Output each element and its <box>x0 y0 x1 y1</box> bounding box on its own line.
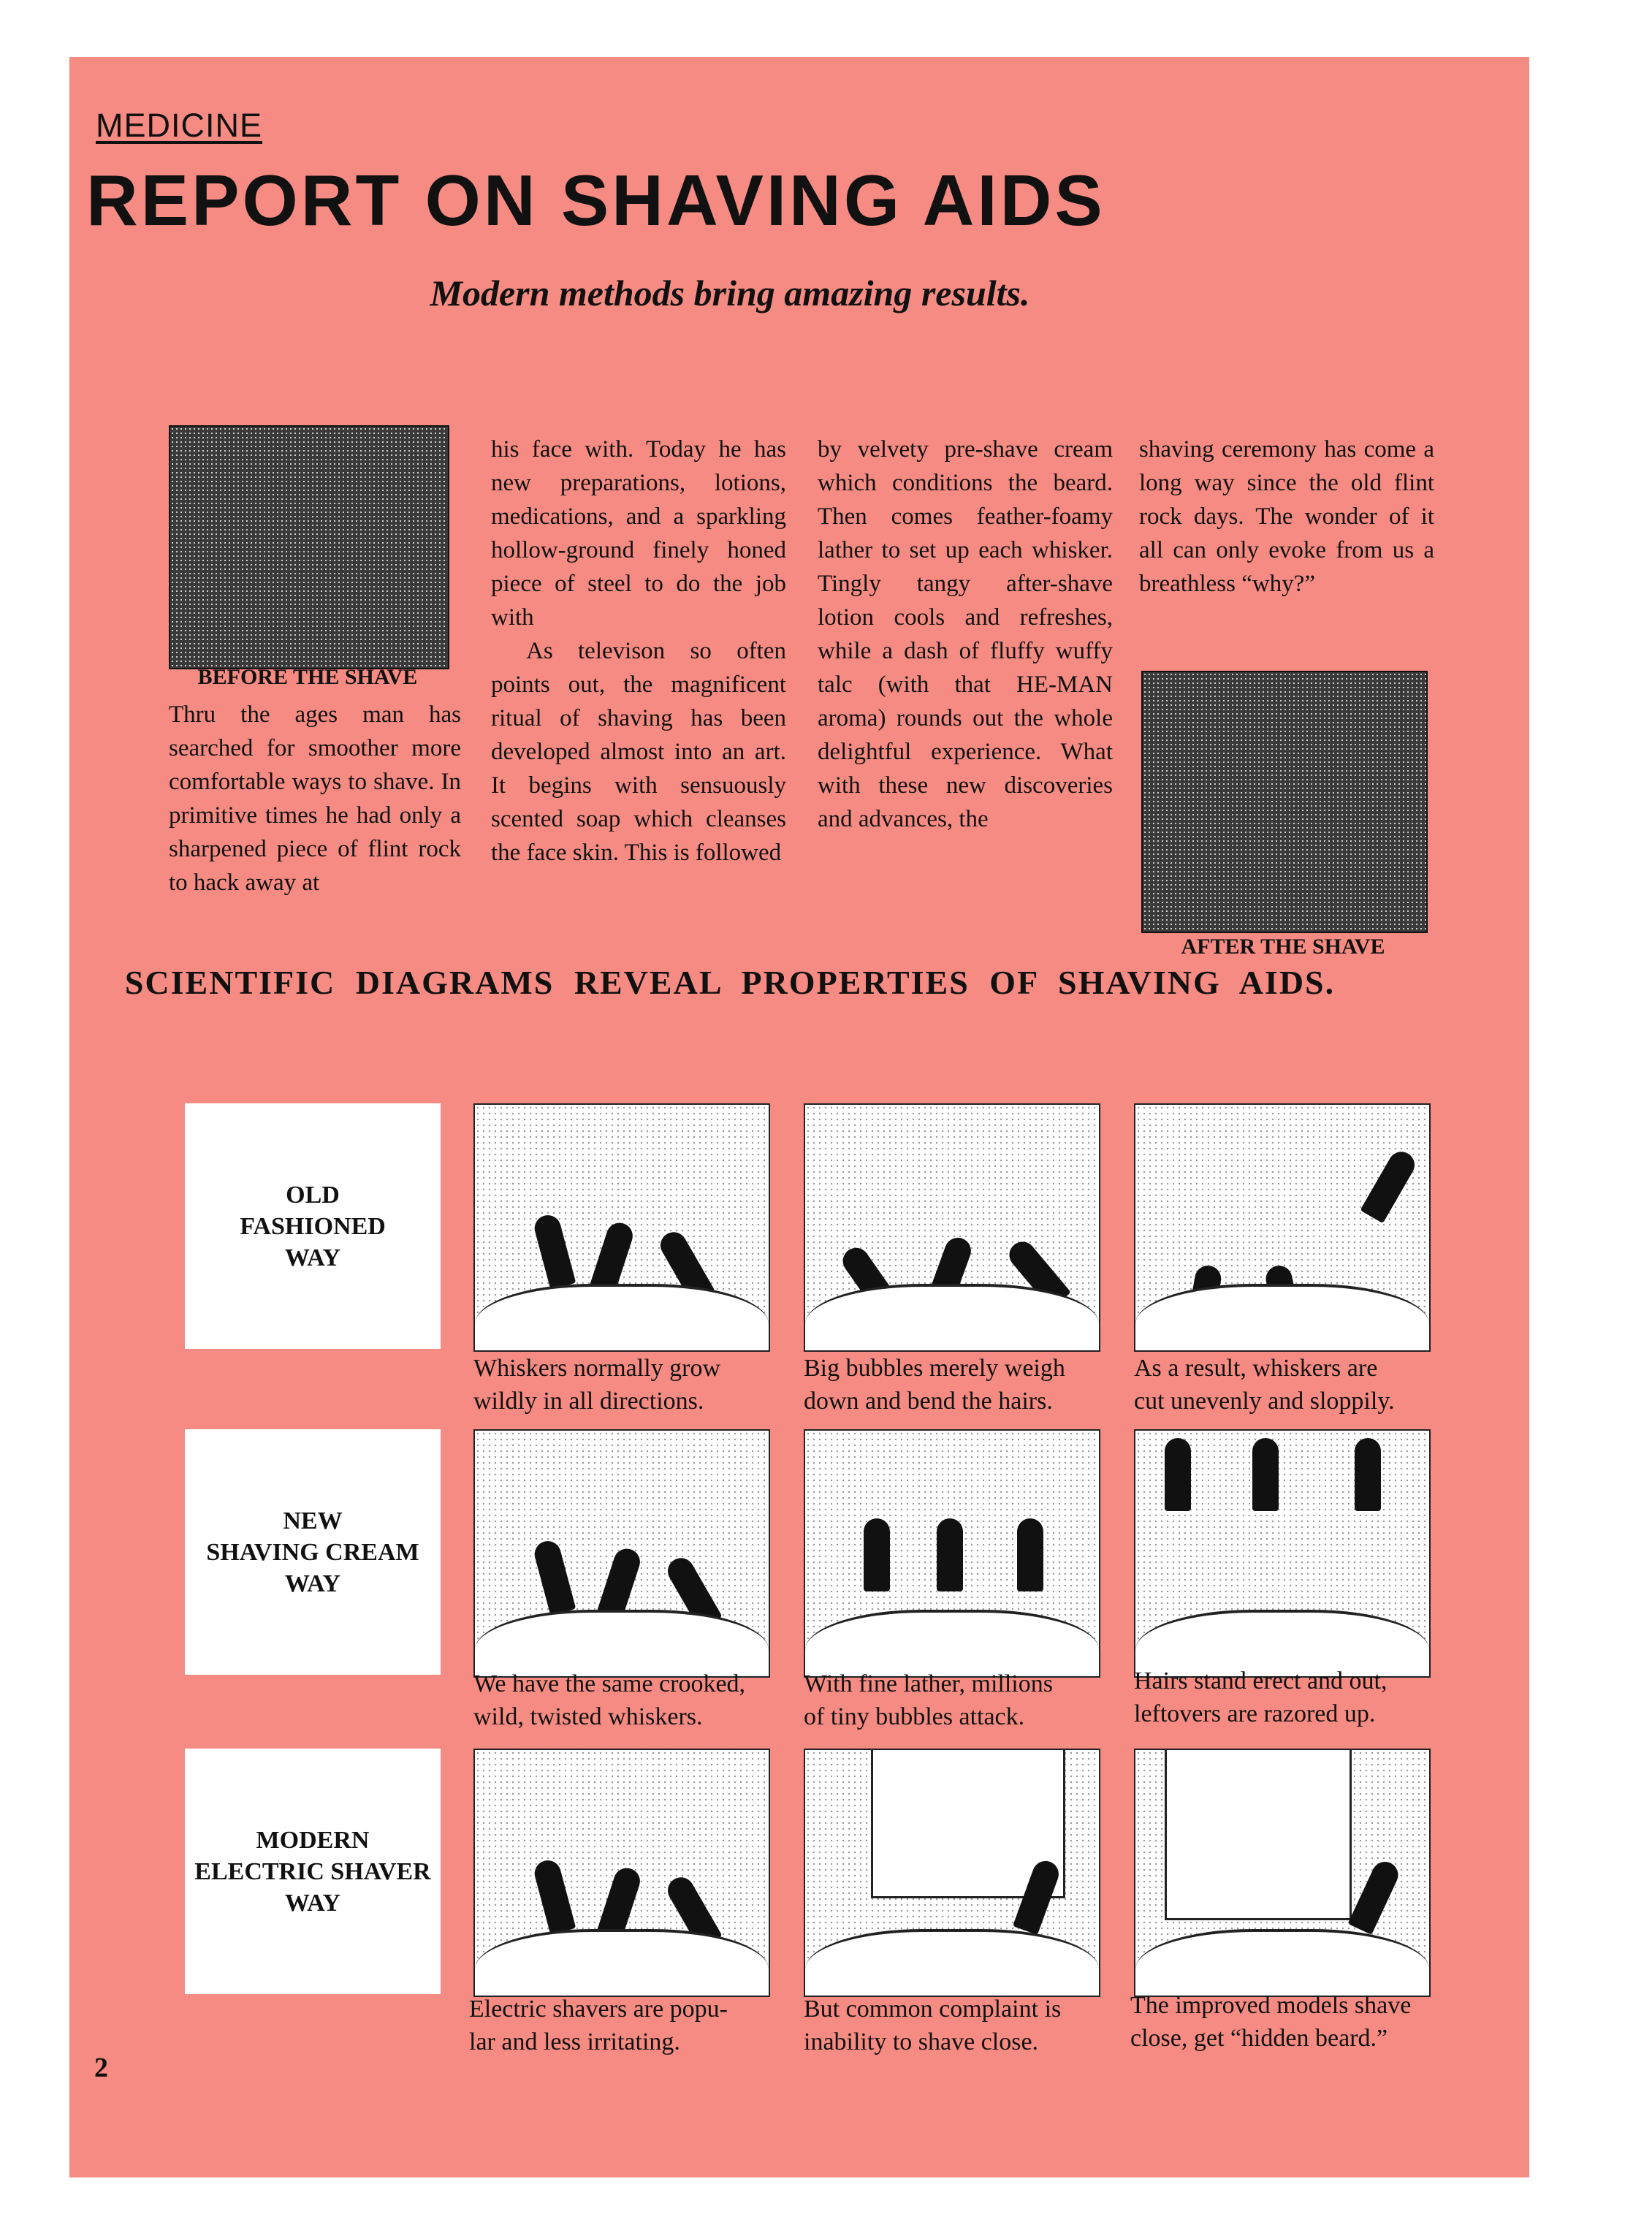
diagram-caption <box>469 1993 767 2058</box>
row-label-line: FASHIONED <box>240 1212 386 1240</box>
diagram-caption <box>473 1667 767 1733</box>
whisker <box>532 1857 576 1935</box>
article-column-3 <box>818 433 1113 836</box>
skin-line <box>475 1610 769 1676</box>
caption-line: of tiny bubbles attack. <box>804 1703 1025 1730</box>
diagram-electric-2 <box>804 1749 1100 1997</box>
article-column-4 <box>1139 433 1434 601</box>
article-column-2 <box>491 433 786 870</box>
diagrams-heading: SCIENTIFIC DIAGRAMS REVEAL PROPERTIES OF SHAVING AIDS. <box>124 964 1336 1001</box>
whisker <box>937 1518 963 1591</box>
caption-line: close, get “hidden beard.” <box>1130 2025 1388 2052</box>
caption-line: wildly in all directions. <box>473 1388 704 1415</box>
row-label-line: WAY <box>284 1244 341 1271</box>
diagram-caption <box>473 1352 767 1418</box>
article-column-1 <box>169 698 461 899</box>
caption-line: cut unevenly and sloppily. <box>1134 1388 1395 1415</box>
caption-line: Whiskers normally grow <box>473 1355 721 1382</box>
diagram-old-2 <box>804 1103 1100 1352</box>
whisker <box>1165 1438 1191 1511</box>
section-label: MEDICINE <box>96 107 263 144</box>
caption-line: inability to shave close. <box>804 2028 1039 2055</box>
skin-line <box>1135 1284 1429 1350</box>
subtitle: Modern methods bring amazing results. <box>430 273 1030 313</box>
caption-line: wild, twisted whiskers. <box>473 1703 703 1730</box>
whisker <box>864 1518 890 1591</box>
shaver-head <box>1165 1750 1352 1920</box>
row-label-line: WAY <box>284 1889 341 1917</box>
caption-line: Electric shavers are popu- <box>469 1996 728 2023</box>
row-label-line: SHAVING CREAM <box>206 1538 419 1566</box>
row-label-shaving-cream <box>185 1429 441 1675</box>
whisker <box>1348 1857 1403 1935</box>
skin-line <box>1135 1929 1429 1996</box>
diagram-caption <box>1134 1665 1428 1730</box>
row-label-line: ELECTRIC SHAVER <box>194 1857 431 1885</box>
caption-line: As a result, whiskers are <box>1134 1355 1378 1382</box>
skin-line <box>475 1929 769 1996</box>
caption-line: With fine lather, millions <box>804 1670 1053 1697</box>
row-label-electric-shaver <box>185 1749 441 1994</box>
caption-line: leftovers are razored up. <box>1134 1700 1376 1727</box>
caption-line: down and bend the hairs. <box>804 1388 1053 1415</box>
diagram-cream-1 <box>473 1429 770 1678</box>
diagram-old-1 <box>473 1103 770 1352</box>
whisker <box>1360 1147 1419 1224</box>
row-label-line: NEW <box>283 1507 343 1534</box>
article-text-col1: Thru the ages man has searched for smoother more comfortable ways to shave. In primitive times he had only a sharpened piece of flint rock to hack away at <box>169 701 461 896</box>
article-text-col4: shaving ceremony has come a long way since the old flint rock days. The wonder of it all can only evoke from us a breathless “why?” <box>1139 436 1434 597</box>
article-text-col3: by velvety pre-shave cream which conditions the beard. Then comes feather-foamy lather to set up each whisker. Tingly tangy after-shave lotion cools and refreshes, while a dash of fluffy wuffy talc (with that HE-MAN aroma) rounds out the whole delightful experience. What with these new discoveries and advances, the <box>818 436 1113 832</box>
skin-line <box>805 1929 1099 1996</box>
row-label-line: WAY <box>284 1570 341 1597</box>
article-text-col2b: As televison so often points out, the magnificent ritual of shaving has been developed almost into an art. It begins with sensuously scented soap which cleanses the face skin. This is followed <box>491 638 786 866</box>
diagram-caption <box>1134 1352 1428 1418</box>
diagram-caption <box>804 1993 1097 2058</box>
diagram-caption <box>1130 1989 1430 2055</box>
skin-line <box>805 1284 1099 1350</box>
whisker <box>1355 1438 1381 1511</box>
diagram-electric-3 <box>1134 1749 1431 1997</box>
diagram-old-3 <box>1134 1103 1431 1352</box>
skin-line <box>475 1284 769 1350</box>
whisker <box>1252 1438 1279 1511</box>
whisker <box>532 1538 576 1616</box>
diagram-cream-3 <box>1134 1429 1431 1678</box>
caption-line: We have the same crooked, <box>473 1670 746 1697</box>
page-number: 2 <box>94 2053 108 2083</box>
after-shave-caption: AFTER THE SHAVE <box>1181 935 1385 959</box>
diagram-electric-1 <box>473 1749 770 1997</box>
article-text-col2a: his face with. Today he has new preparations, lotions, medications, and a sparkling hollow-ground finely honed piece of steel to do the job with <box>491 436 786 631</box>
caption-line: But common complaint is <box>804 1996 1062 2023</box>
row-label-line: OLD <box>286 1181 340 1209</box>
whisker <box>532 1212 576 1290</box>
diagram-caption <box>804 1352 1097 1418</box>
whisker <box>1017 1518 1043 1591</box>
caption-line: Hairs stand erect and out, <box>1134 1667 1388 1694</box>
diagram-cream-2 <box>804 1429 1100 1678</box>
diagram-caption <box>804 1667 1097 1733</box>
before-shave-caption: BEFORE THE SHAVE <box>197 665 418 689</box>
before-shave-photo <box>169 425 449 669</box>
page-title: REPORT ON SHAVING AIDS <box>86 160 1105 240</box>
caption-line: lar and less irritating. <box>469 2028 680 2055</box>
caption-line: Big bubbles merely weigh <box>804 1355 1065 1382</box>
after-shave-photo <box>1141 671 1428 933</box>
skin-line <box>805 1610 1099 1676</box>
caption-line: The improved models shave <box>1130 1992 1412 2019</box>
row-label-line: MODERN <box>256 1826 370 1854</box>
row-label-old-fashioned <box>185 1103 441 1349</box>
